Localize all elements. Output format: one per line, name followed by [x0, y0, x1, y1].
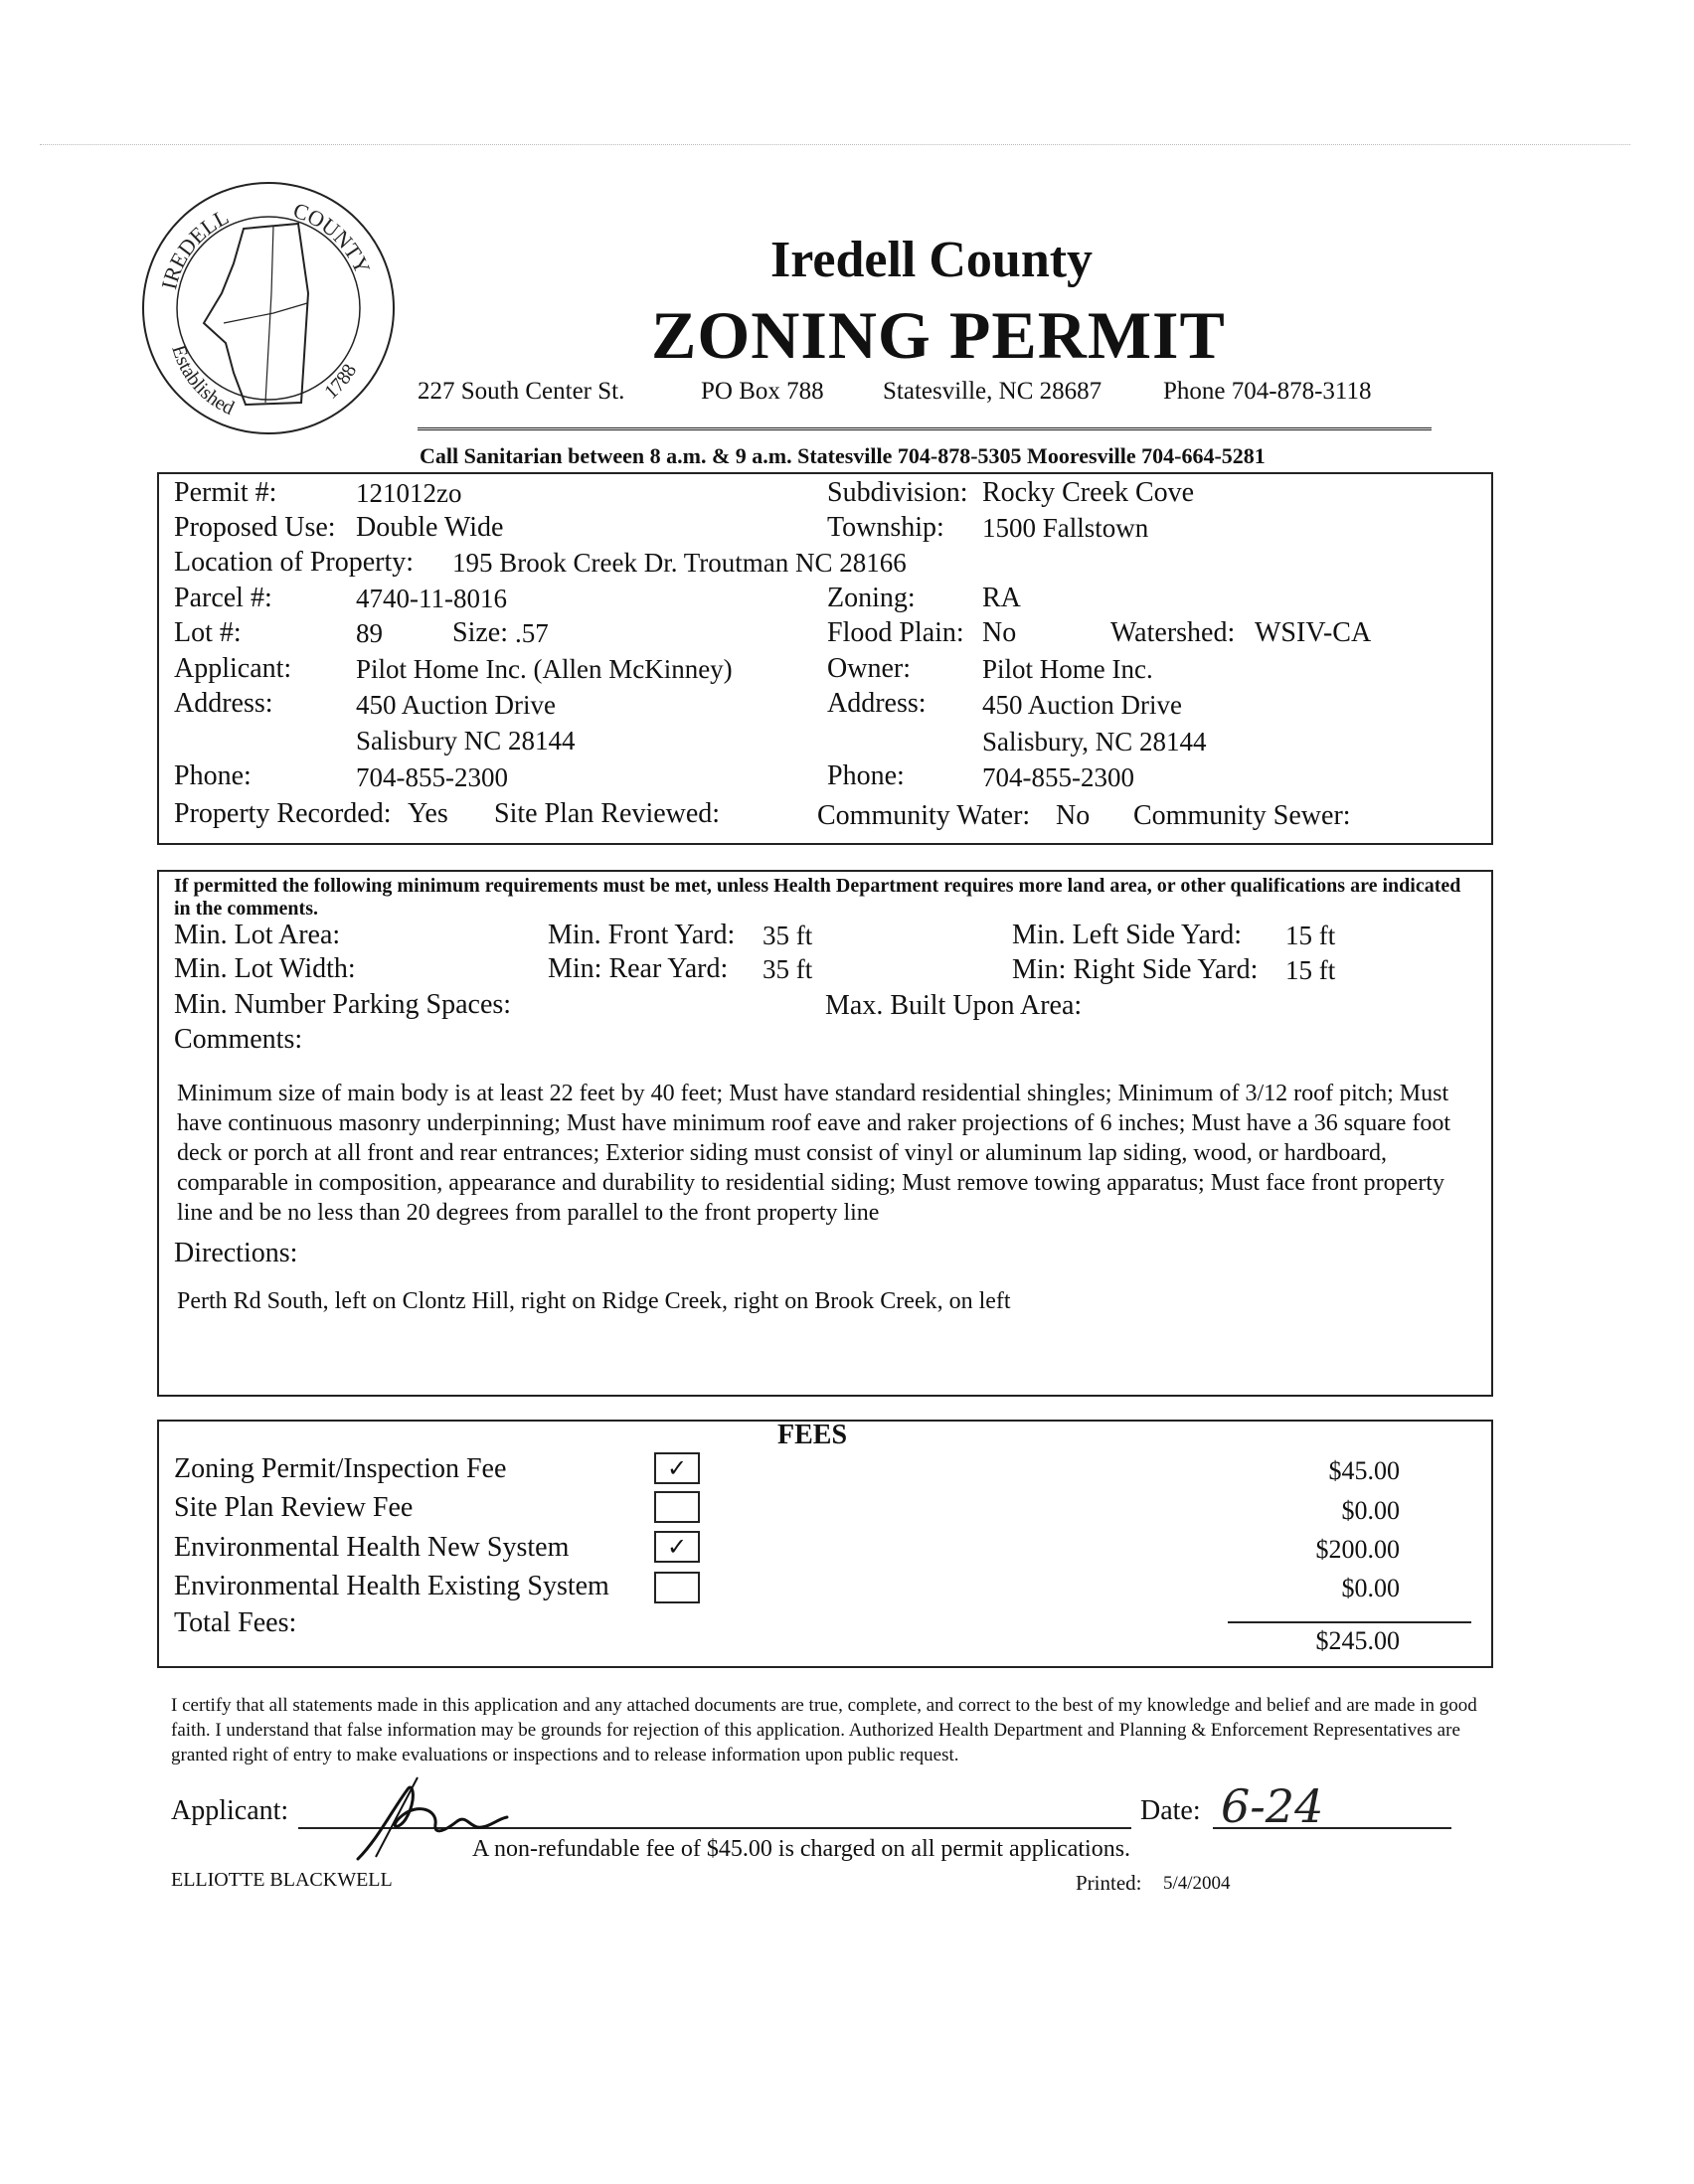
fee-note: A non-refundable fee of $45.00 is charged on all permit applications. — [472, 1836, 1131, 1862]
svg-text:COUNTY — [290, 198, 376, 278]
proposed-use-value: Double Wide — [356, 512, 504, 543]
community-water-label: Community Water: — [817, 800, 1031, 831]
date-value: 6-24 — [1221, 1779, 1324, 1833]
county-name: Iredell County — [770, 232, 1094, 288]
min-lot-width-label: Min. Lot Width: — [174, 953, 356, 984]
property-recorded-label: Property Recorded: — [174, 798, 392, 829]
owner-address-label: Address: — [827, 688, 927, 719]
lot-value: 89 — [356, 618, 383, 648]
zoning-value: RA — [982, 583, 1021, 613]
fee-amount-env-new: $200.00 — [1315, 1535, 1400, 1564]
min-lot-area-label: Min. Lot Area: — [174, 920, 341, 950]
max-built-upon-label: Max. Built Upon Area: — [825, 990, 1083, 1021]
min-rear-yard-value: 35 ft — [762, 954, 813, 984]
property-recorded-value: Yes — [408, 798, 448, 829]
applicant-address-line2: Salisbury NC 28144 — [356, 726, 576, 756]
applicant-phone-label: Phone: — [174, 760, 252, 791]
owner-address-line1: 450 Auction Drive — [982, 690, 1182, 720]
parcel-label: Parcel #: — [174, 583, 272, 613]
top-scan-edge — [40, 144, 1630, 145]
directions-label: Directions: — [174, 1238, 298, 1268]
header-po-box: PO Box 788 — [701, 378, 824, 405]
min-rear-yard-label: Min: Rear Yard: — [548, 953, 729, 984]
site-plan-reviewed-label: Site Plan Reviewed: — [494, 798, 721, 829]
fee-checkbox-site-plan[interactable] — [654, 1491, 700, 1523]
community-water-value: No — [1056, 800, 1091, 831]
seal-text-bottom-right: 1788 — [320, 360, 362, 404]
applicant-phone-value: 704-855-2300 — [356, 762, 508, 792]
printed-date: 5/4/2004 — [1163, 1873, 1231, 1894]
certification-text: I certify that all statements made in this application and any attached documents are true, complete, and correct to the best of my knowledge and belief and are made in good faith. I understand that false information may be grounds for rejection of this application. Authorized Health Department and Planning & Enforcement Representatives are granted right of entry to make evaluations or inspections and to release information upon public request. — [171, 1695, 1477, 1765]
min-left-side-label: Min. Left Side Yard: — [1012, 920, 1242, 950]
min-left-side-value: 15 ft — [1285, 921, 1336, 950]
min-right-side-label: Min: Right Side Yard: — [1012, 954, 1259, 985]
watershed-value: WSIV-CA — [1255, 617, 1372, 648]
fees-title: FEES — [777, 1420, 848, 1450]
applicant-value: Pilot Home Inc. (Allen McKinney) — [356, 654, 733, 684]
watershed-label: Watershed: — [1110, 617, 1236, 648]
header-street: 227 South Center St. — [418, 378, 625, 405]
seal-text-top-right: COUNTY — [290, 197, 376, 278]
flood-plain-value: No — [982, 617, 1017, 648]
comments-text: Minimum size of main body is at least 22 feet by 40 feet; Must have standard residential shingles; Minimum of 3/12 roof pitch; Must have continuous masonry underpinning; Must have minimum roof eave and raker projections of 6 inches; Must have a 36 square foot deck or porch at all front and rear entrances; Exterior siding must consist of vinyl or aluminum lap siding, wood, or hardboard, comparable in composition, appearance and durability to residential siding; Must remove towing apparatus; Must face front property line and be no less than 20 degrees from parallel to the front property line — [177, 1081, 1451, 1226]
fee-amount-zoning: $45.00 — [1328, 1456, 1400, 1485]
fee-checkbox-env-new[interactable]: ✓ — [654, 1531, 700, 1563]
min-front-yard-label: Min. Front Yard: — [548, 920, 736, 950]
applicant-label: Applicant: — [174, 653, 292, 684]
fee-label-env-new: Environmental Health New System — [174, 1532, 570, 1563]
subdivision-value: Rocky Creek Cove — [982, 477, 1195, 508]
size-label: Size: — [452, 617, 508, 648]
applicant-address-line1: 450 Auction Drive — [356, 690, 556, 720]
min-parking-label: Min. Number Parking Spaces: — [174, 989, 512, 1020]
township-value: 1500 Fallstown — [982, 513, 1149, 543]
fee-checkbox-zoning[interactable]: ✓ — [654, 1452, 700, 1484]
parcel-value: 4740-11-8016 — [356, 584, 507, 613]
county-seal-icon — [134, 174, 403, 442]
fee-checkbox-env-existing[interactable] — [654, 1572, 700, 1603]
permit-label: Permit #: — [174, 477, 277, 508]
community-sewer-label: Community Sewer: — [1133, 800, 1351, 831]
flood-plain-label: Flood Plain: — [827, 617, 964, 648]
svg-text:1788 — [320, 361, 361, 404]
subdivision-label: Subdivision: — [827, 477, 968, 508]
printed-label: Printed: — [1076, 1871, 1142, 1895]
min-front-yard-value: 35 ft — [762, 921, 813, 950]
location-label: Location of Property: — [174, 547, 415, 578]
total-fees-amount: $245.00 — [1315, 1626, 1400, 1655]
owner-phone-label: Phone: — [827, 760, 905, 791]
fee-label-site-plan: Site Plan Review Fee — [174, 1492, 414, 1523]
size-value: .57 — [515, 618, 549, 648]
zoning-label: Zoning: — [827, 583, 916, 613]
proposed-use-label: Proposed Use: — [174, 512, 336, 543]
page-title: ZONING PERMIT — [651, 297, 1226, 373]
location-value: 195 Brook Creek Dr. Troutman NC 28166 — [452, 548, 907, 578]
date-label: Date: — [1140, 1795, 1201, 1826]
directions-text: Perth Rd South, left on Clontz Hill, right on Ridge Creek, right on Brook Creek, on left — [177, 1288, 1011, 1314]
applicant-signature-label: Applicant: — [171, 1795, 289, 1826]
header-divider — [418, 427, 1432, 430]
permit-value: 121012zo — [356, 478, 462, 508]
staff-name: ELLIOTTE BLACKWELL — [171, 1869, 393, 1891]
header-phone: Phone 704-878-3118 — [1163, 378, 1372, 405]
owner-label: Owner: — [827, 653, 911, 684]
owner-value: Pilot Home Inc. — [982, 654, 1153, 684]
fee-amount-site-plan: $0.00 — [1341, 1496, 1400, 1525]
fee-total-rule — [1228, 1621, 1471, 1623]
fee-amount-env-existing: $0.00 — [1341, 1574, 1400, 1602]
fee-label-env-existing: Environmental Health Existing System — [174, 1571, 609, 1601]
seal-text-top-left: IREDELL — [156, 204, 233, 292]
sanitarian-call-line: Call Sanitarian between 8 a.m. & 9 a.m. Statesville 704-878-5305 Mooresville 704-664-5281 — [420, 443, 1266, 468]
owner-phone-value: 704-855-2300 — [982, 762, 1134, 792]
comments-label: Comments: — [174, 1024, 303, 1055]
lot-label: Lot #: — [174, 617, 242, 648]
min-right-side-value: 15 ft — [1285, 955, 1336, 985]
total-fees-label: Total Fees: — [174, 1607, 297, 1638]
township-label: Township: — [827, 512, 944, 543]
requirements-note: If permitted the following minimum requirements must be met, unless Health Department requires more land area, or other qualifications are indicated in the comments. — [174, 875, 1461, 920]
applicant-address-label: Address: — [174, 688, 273, 719]
owner-address-line2: Salisbury, NC 28144 — [982, 727, 1207, 756]
date-line — [1213, 1827, 1451, 1829]
svg-text:Established — [167, 343, 238, 420]
seal-text-bottom-left: Established — [167, 342, 238, 420]
header-city: Statesville, NC 28687 — [883, 378, 1102, 405]
fee-label-zoning: Zoning Permit/Inspection Fee — [174, 1453, 507, 1484]
svg-text:IREDELL — [156, 204, 233, 291]
